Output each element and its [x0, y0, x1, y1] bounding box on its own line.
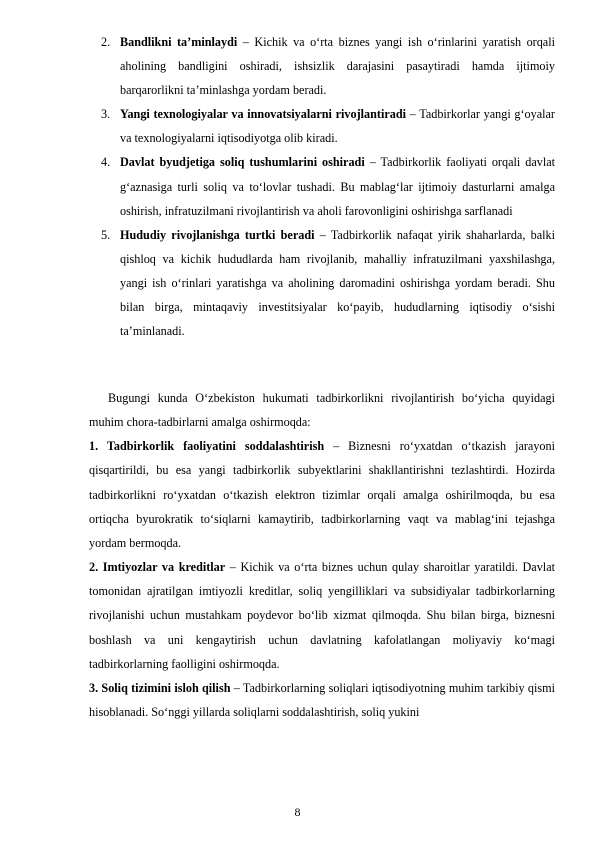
measure-text: – Biznesni ro‘yxatdan o‘tkazish jarayoni qisqartirildi, bu esa yangi tadbirkorlik subyektlarini shakllantirishni tezlashtirdi. Hozirda tadbirkorlikni ro‘yxatdan o‘tkazish elektron tizimlar orqali amalga oshirilmoqda, bu esa ortiqcha byurokratik to‘siqlarni kamaytirib, tadbirkorlarning vaqt va mablag‘ini tejashga yordam bermoqda. [89, 439, 556, 550]
measure-text: – Kichik va o‘rta biznes uchun qulay sharoitlar yaratildi. Davlat tomonidan ajratilgan imtiyozli kreditlar, soliq yengilliklari va subsidiyalar tadbirkorlarning rivojlanishi uchun mustahkam poydevor bo‘lib xizmat qilmoqda. Shu bilan birga, biznesni boshlash va uni kengaytirish uchun davlatning kafolatlangan moliyaviy ko‘magi tadbirkorlarning faolligini oshirmoqda. [89, 560, 555, 671]
list-item-text: – Tadbirkorlik faoliyati orqali davlat g‘aznasiga turli soliq va to‘lovlar tushadi. Bu mablag‘lar ijtimoiy dasturlarni amalga oshirish, infratuzilmani rivojlantirish va aholi farovonligini oshirishga sarflanadi [120, 155, 555, 218]
measure-paragraph [89, 555, 555, 676]
measure-heading: 2. Imtiyozlar va kreditlar [89, 560, 226, 575]
list-item-text: – Tadbirkorlar yangi g‘oyalar va texnologiyalarni iqtisodiyotga olib kiradi. [120, 107, 555, 146]
intro-paragraph: Bugungi kunda O‘zbekiston hukumati tadbirkorlikni rivojlantirish bo‘yicha quyidagi muhim chora-tadbirlarni amalga oshirmoqda: [89, 391, 555, 430]
list-item [101, 223, 555, 343]
list-item-text: – Kichik va o‘rta biznes yangi ish o‘rinlarini yaratish orqali aholining bandligini oshiradi, ishsizlik darajasini pasaytiradi hamda ijtimoiy barqarorlikni ta’minlashga yordam beradi. [120, 35, 555, 98]
list-item-heading: Hududiy rivojlanishga turtki beradi [120, 227, 315, 242]
list-item-text: – Tadbirkorlik nafaqat yirik shaharlarda, balki qishloq va kichik hududlarda ham rivojlanib, mahalliy infratuzilmani yaxshilashga, yangi ish o‘rinlari yaratishga va aholining daromadini oshirishga yordam beradi. Shu bilan birga, mintaqaviy investitsiyalar ko‘payib, hududlarning iqtisodiy o‘sishi ta’minlanadi. [120, 227, 555, 339]
list-item-heading: Yangi texnologiyalar va innovatsiyalarni rivojlantiradi [120, 107, 406, 122]
measure-paragraph [89, 434, 555, 555]
page-number: 8 [294, 805, 301, 819]
list-item-number: 5. [101, 227, 111, 242]
list-item-number: 2. [101, 35, 111, 49]
list-item [101, 102, 555, 150]
measure-paragraph [89, 676, 555, 724]
list-item-number: 3. [101, 107, 111, 122]
list-item-heading: Davlat byudjetiga soliq tushumlarini oshiradi [120, 155, 365, 170]
measure-text: – Tadbirkorlarning soliqlari iqtisodiyotning muhim tarkibiy qismi hisoblanadi. So‘nggi yillarda soliqlarni soddalashtirish, soliq yukini [89, 680, 555, 720]
list-item-heading: Bandlikni ta’minlaydi [120, 35, 238, 49]
list-item [101, 150, 555, 222]
measure-heading: 1. Tadbirkorlik faoliyatini soddalashtirish [89, 439, 325, 454]
benefits-list [101, 30, 555, 343]
list-item [101, 30, 555, 102]
measure-heading: 3. Soliq tizimini isloh qilish [89, 680, 231, 695]
list-item-number: 4. [101, 155, 111, 170]
body-text [89, 386, 555, 724]
